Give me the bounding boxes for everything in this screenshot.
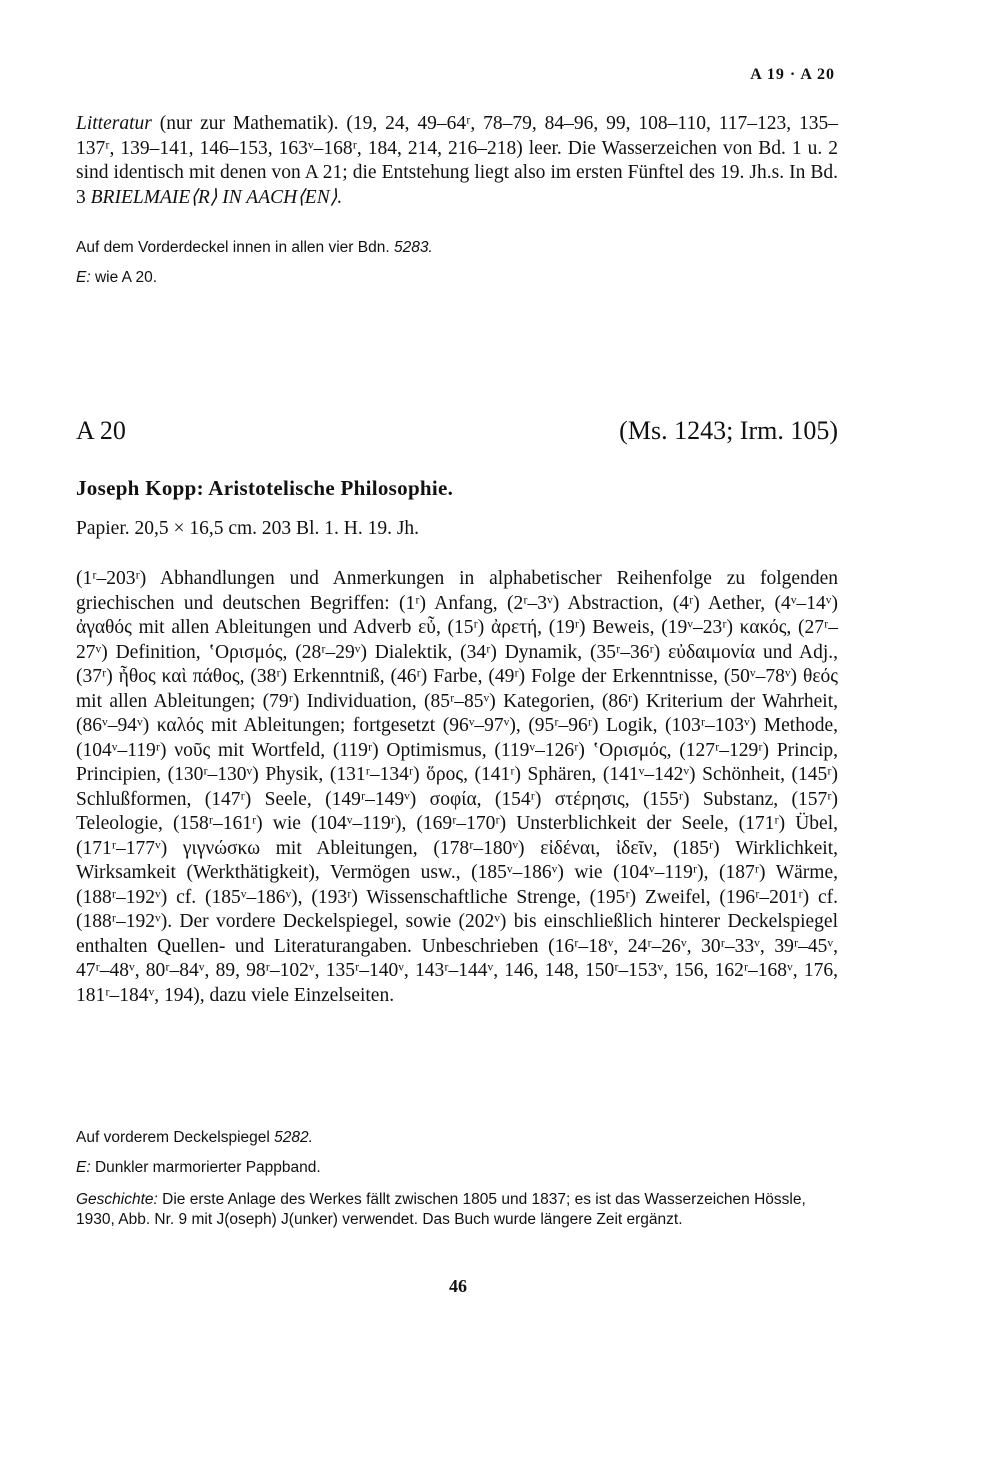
- e-label: E:: [76, 269, 91, 286]
- page-number: 46: [449, 1276, 467, 1296]
- e-label: E:: [76, 1159, 91, 1176]
- e-text: Dunkler marmorierter Pappband.: [94, 1159, 321, 1176]
- a19-deckel-note: [76, 238, 838, 258]
- a19-einband-note: [76, 268, 838, 288]
- geschichte-text: Die erste Anlage des Werkes fällt zwischen 1805 und 1837; es ist das Wasserzeichen Hössle, 1930, Abb. Nr. 9 mit J(oseph) J(unker) verwendet. Das Buch wurde längere Zeit ergänzt.: [76, 1191, 806, 1228]
- deckel-text: Auf dem Vorderdeckel innen in allen vier Bdn.: [76, 239, 390, 256]
- deckel-number: 5283.: [393, 239, 433, 256]
- running-head: A 19 · A 20: [750, 66, 835, 83]
- entry-title: Joseph Kopp: Aristotelische Philosophie.: [76, 476, 454, 500]
- deckel-number: 5282.: [274, 1129, 313, 1146]
- geschichte-note: [76, 1190, 838, 1230]
- manuscript-reference: (Ms. 1243; Irm. 105): [619, 416, 838, 445]
- a19-literatur-paragraph: [76, 112, 838, 210]
- geschichte-label: Geschichte:: [76, 1191, 158, 1208]
- deckel-text: Auf vorderem Deckelspiegel: [76, 1129, 270, 1146]
- content-description: (1ʳ–203ʳ) Abhandlungen und Anmerkungen in alphabetischer Reihenfolge zu folgenden griechischen und deutschen Begriffen: (1ʳ) Anfang, (2ʳ–3ᵛ) Abstraction, (4ʳ) Aether, (4ᵛ–14ᵛ) ἀγαθός mit allen Ableitungen und Adverb εὖ, (15ʳ) ἀρετή, (19ʳ) Beweis, (19ᵛ–23ʳ) κακός, (27ʳ–27ᵛ) Definition, ʽΟρισμός, (28ʳ–29ᵛ) Dialektik, (34ʳ) Dynamik, (35ʳ–36ʳ) εὐδαιμονία und Adj., (37ʳ) ἦθος καὶ πάθος, (38ʳ) Erkenntniß, (46ʳ) Farbe, (49ʳ) Folge der Erkenntnisse, (50ᵛ–78ᵛ) θεός mit allen Ableitungen; (79ʳ) Individuation, (85ʳ–85ᵛ) Kategorien, (86ʳ) Kriterium der Wahrheit, (86ᵛ–94ᵛ) καλός mit Ableitungen; fortgesetzt (96ᵛ–97ᵛ), (95ʳ–96ʳ) Logik, (103ʳ–103ᵛ) Methode, (104ᵛ–119ʳ) νοῦς mit Wortfeld, (119ʳ) Optimismus, (119ᵛ–126ʳ) ʽΟρισμός, (127ʳ–129ʳ) Princip, Principien, (130ʳ–130ᵛ) Physik, (131ʳ–134ʳ) ὅρος, (141ʳ) Sphären, (141ᵛ–142ᵛ) Schönheit, (145ʳ) Schlußformen, (147ʳ) Seele, (149ʳ–149ᵛ) σοφία, (154ʳ) στέρησις, (155ʳ) Substanz, (157ʳ) Teleologie, (158ʳ–161ʳ) wie (104ᵛ–119ʳ), (169ʳ–170ʳ) Unsterblichkeit der Seele, (171ʳ) Übel, (171ʳ–177ᵛ) γιγνώσκω mit Ableitungen, (178ʳ–180ᵛ) εἰδέναι, ἰδεῖν, (185ʳ) Wirklichkeit, Wirksamkeit (Werkthätigkeit), Vermögen usw., (185ᵛ–186ᵛ) wie (104ᵛ–119ʳ), (187ʳ) Wärme, (188ʳ–192ᵛ) cf. (185ᵛ–186ᵛ), (193ʳ) Wissenschaftliche Strenge, (195ʳ) Zweifel, (196ʳ–201ʳ) cf. (188ʳ–192ᵛ). Der vordere Deckelspiegel, sowie (202ᵛ) bis einschließlich hinterer Deckelspiegel enthalten Quellen- und Literaturangaben. Unbeschrieben (16ʳ–18ᵛ, 24ʳ–26ᵛ, 30ʳ–33ᵛ, 39ʳ–45ᵛ, 47ʳ–48ᵛ, 80ʳ–84ᵛ, 89, 98ʳ–102ᵛ, 135ʳ–140ᵛ, 143ʳ–144ᵛ, 146, 148, 150ʳ–153ᵛ, 156, 162ʳ–168ᵛ, 176, 181ʳ–184ᵛ, 194), dazu viele Einzelseiten.: [76, 568, 838, 1006]
- physical-description: Papier. 20,5 × 16,5 cm. 203 Bl. 1. H. 19. Jh.: [76, 518, 420, 539]
- a20-einband-note: [76, 1158, 838, 1178]
- watermark-text: BRIELMAIE⟨R⟩ IN AACH⟨EN⟩.: [90, 186, 343, 208]
- e-text: wie A 20.: [94, 269, 158, 286]
- a20-deckel-note: [76, 1128, 838, 1148]
- entry-signature: A 20: [76, 416, 126, 445]
- literatur-text: (nur zur Mathematik). (19, 24, 49–64ʳ, 78–79, 84–96, 99, 108–110, 117–123, 135–137ʳ, 139–141, 146–153, 163ᵛ–168ʳ, 184, 214, 216–218) leer. Die Wasserzeichen von Bd. 1 u. 2 sind identisch mit denen von A 21; die Entstehung liegt also im ersten Fünftel des 19. Jh.s. In Bd. 3: [76, 113, 839, 208]
- literatur-label: Litteratur: [76, 113, 152, 134]
